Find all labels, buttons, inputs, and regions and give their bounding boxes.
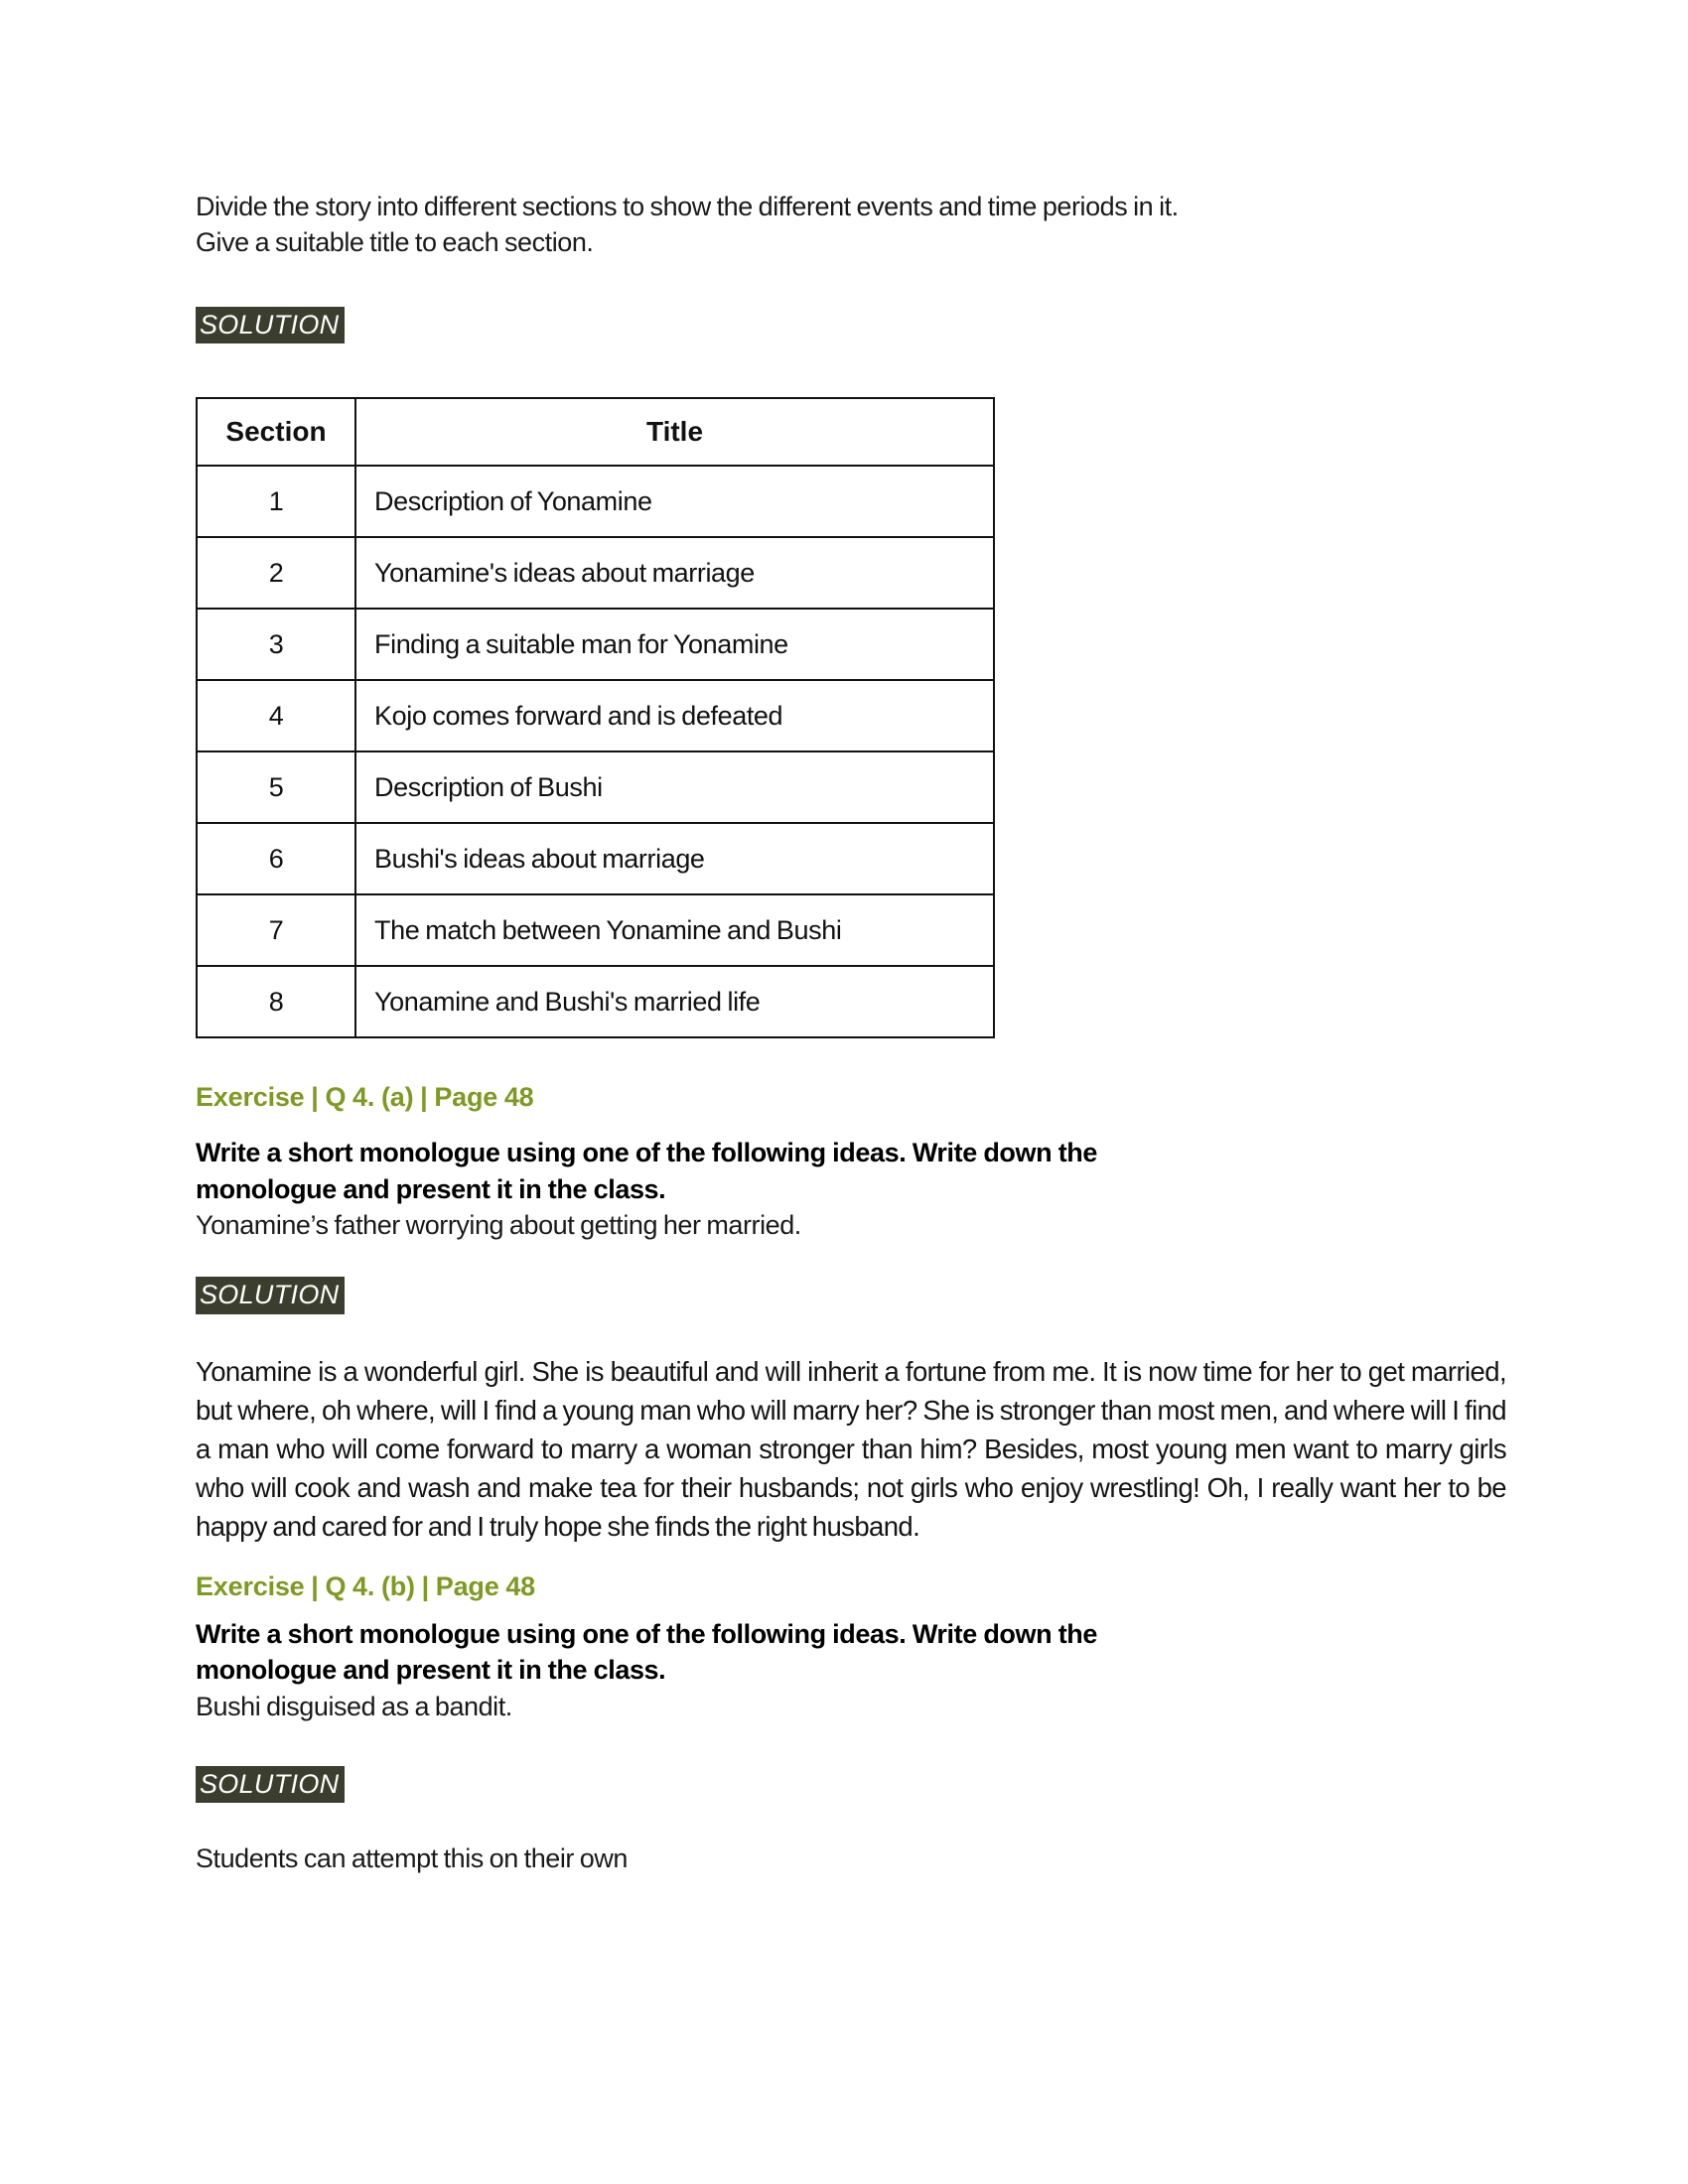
exercise-question-b-line-1: Write a short monologue using one of the following ideas. Write down the xyxy=(196,1618,1098,1649)
cell-section-title: Bushi's ideas about marriage xyxy=(355,823,994,894)
solution-badge-container-1 xyxy=(196,307,1506,343)
table-row xyxy=(197,680,994,751)
exercise-heading-b: Exercise | Q 4. (b) | Page 48 xyxy=(196,1570,535,1601)
cell-section-title: Description of Yonamine xyxy=(355,466,994,537)
exercise-prompt-a: Yonamine’s father worrying about getting her married. xyxy=(196,1209,801,1240)
intro-line-1: Divide the story into different sections to show the different events and time periods in it. xyxy=(196,192,1179,221)
cell-section-number: 2 xyxy=(197,537,355,609)
solution-badge: SOLUTION xyxy=(196,307,345,343)
exercise-question-b-line-2: monologue and present it in the class. xyxy=(196,1655,666,1686)
cell-section-title: The match between Yonamine and Bushi xyxy=(355,894,994,966)
exercise-heading-a: Exercise | Q 4. (a) | Page 48 xyxy=(196,1082,534,1113)
intro-line-2: Give a suitable title to each section. xyxy=(196,227,594,258)
cell-section-title: Finding a suitable man for Yonamine xyxy=(355,609,994,680)
table-row xyxy=(197,609,994,680)
solution-badge: SOLUTION xyxy=(196,1277,345,1313)
cell-section-title: Description of Bushi xyxy=(355,751,994,823)
solution-badge-container-2 xyxy=(196,1277,1506,1313)
table-head xyxy=(197,398,994,466)
table-row xyxy=(197,894,994,966)
exercise-prompt-b: Bushi disguised as a bandit. xyxy=(196,1691,512,1721)
cell-section-number: 1 xyxy=(197,466,355,537)
cell-section-number: 3 xyxy=(197,609,355,680)
table-row xyxy=(197,966,994,1037)
table-row xyxy=(197,823,994,894)
page-content xyxy=(196,189,1506,1877)
exercise-block-a xyxy=(196,1082,1506,1243)
cell-section-number: 7 xyxy=(197,894,355,966)
solution-badge-container-3 xyxy=(196,1766,1506,1803)
cell-section-title: Yonamine's ideas about marriage xyxy=(355,537,994,609)
intro-instruction xyxy=(196,189,1506,261)
solution-badge: SOLUTION xyxy=(196,1766,345,1803)
sections-table xyxy=(196,397,995,1038)
cell-section-title: Kojo comes forward and is defeated xyxy=(355,680,994,751)
column-header-section: Section xyxy=(197,398,355,466)
exercise-answer-a: Yonamine is a wonderful girl. She is beautiful and will inherit a fortune from me. It is now time for her to get married, but where, oh where, will I find a young man who will marry her? She is stronger than most men, and where will I find a man who will come forward to marry a woman stronger than him? Besides, most young men want to marry girls who will cook and wash and make tea for their husbands; not girls who enjoy wrestling! Oh, I really want her to be happy and cared for and I truly hope she finds the right husband. xyxy=(196,1355,1506,1542)
cell-section-number: 8 xyxy=(197,966,355,1037)
column-header-title: Title xyxy=(355,398,994,466)
table-row xyxy=(197,466,994,537)
table-body xyxy=(197,466,994,1037)
table-row xyxy=(197,537,994,609)
cell-section-number: 5 xyxy=(197,751,355,823)
exercise-answer-b: Students can attempt this on their own xyxy=(196,1843,628,1874)
table-row xyxy=(197,751,994,823)
table-header-row xyxy=(197,398,994,466)
exercise-question-a-line-2: monologue and present it in the class. xyxy=(196,1173,666,1204)
cell-section-number: 6 xyxy=(197,823,355,894)
cell-section-number: 4 xyxy=(197,680,355,751)
exercise-question-a-line-1: Write a short monologue using one of the following ideas. Write down the xyxy=(196,1138,1098,1168)
exercise-block-b xyxy=(196,1571,1506,1724)
cell-section-title: Yonamine and Bushi's married life xyxy=(355,966,994,1037)
